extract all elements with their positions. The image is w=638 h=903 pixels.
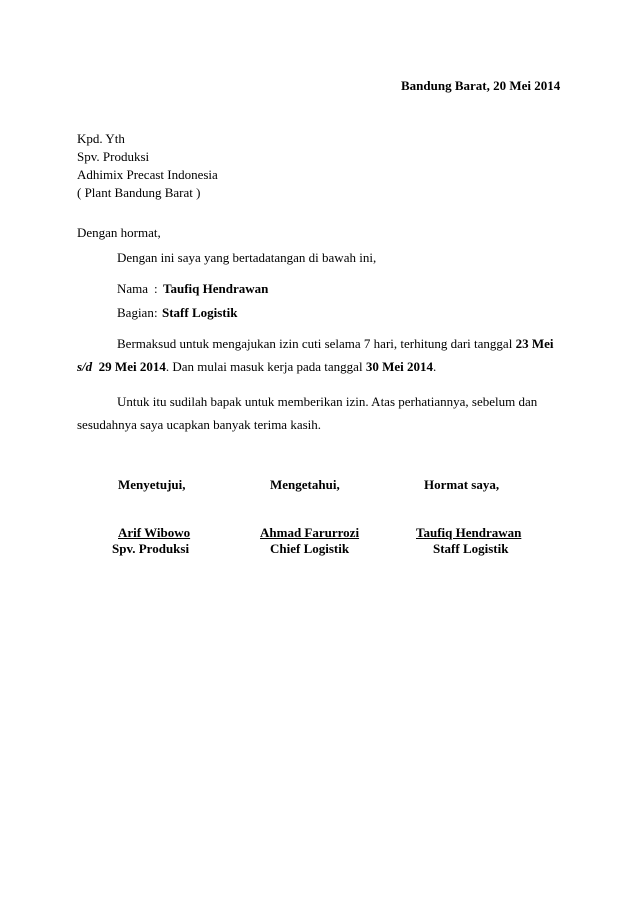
signatory-title-sender: Staff Logistik xyxy=(433,541,509,556)
recipient-line-1: Kpd. Yth xyxy=(77,131,125,146)
return-date: 30 Mei 2014 xyxy=(365,359,433,374)
body1-line-2 xyxy=(77,359,436,375)
body1-period: . xyxy=(432,359,437,374)
body2-line-2: sesudahnya saya ucapkan banyak terima kasih. xyxy=(77,417,322,432)
signatory-title-acknowledge: Chief Logistik xyxy=(270,541,350,556)
leave-start-date: 23 Mei xyxy=(515,336,554,351)
signature-heading-approve: Menyetujui, xyxy=(118,477,186,492)
signatory-name-sender: Taufiq Hendrawan xyxy=(416,525,522,540)
body1-text-a: Bermaksud untuk mengajukan izin cuti selama 7 hari, terhitung dari tanggal xyxy=(117,336,513,351)
department-value: Staff Logistik xyxy=(162,305,238,320)
recipient-line-3: Adhimix Precast Indonesia xyxy=(77,167,218,182)
intro-text: Dengan ini saya yang bertadatangan di bawah ini, xyxy=(117,250,377,265)
body2-line-1: Untuk itu sudilah bapak untuk memberikan izin. Atas perhatiannya, sebelum dan xyxy=(117,394,538,409)
name-separator: : xyxy=(154,281,158,296)
recipient-line-4: ( Plant Bandung Barat ) xyxy=(77,185,201,200)
place-date: Bandung Barat, 20 Mei 2014 xyxy=(401,78,561,93)
signatory-title-approve: Spv. Produksi xyxy=(112,541,190,556)
recipient-line-2: Spv. Produksi xyxy=(77,149,150,164)
greeting: Dengan hormat, xyxy=(77,225,161,240)
name-value: Taufiq Hendrawan xyxy=(163,281,269,296)
until-abbrev: s/d xyxy=(77,359,93,374)
signature-heading-acknowledge: Mengetahui, xyxy=(270,477,340,492)
department-separator: : xyxy=(154,305,158,320)
body1-text-b: . Dan mulai masuk kerja pada tanggal xyxy=(165,359,363,374)
leave-end-date: 29 Mei 2014 xyxy=(98,359,166,374)
signature-heading-sender: Hormat saya, xyxy=(424,477,500,492)
name-label: Nama xyxy=(117,281,149,296)
signatory-name-approve: Arif Wibowo xyxy=(118,525,191,540)
body1-line-1 xyxy=(117,336,553,352)
signatory-name-acknowledge: Ahmad Farurrozi xyxy=(260,525,360,540)
department-label: Bagian xyxy=(117,305,154,320)
